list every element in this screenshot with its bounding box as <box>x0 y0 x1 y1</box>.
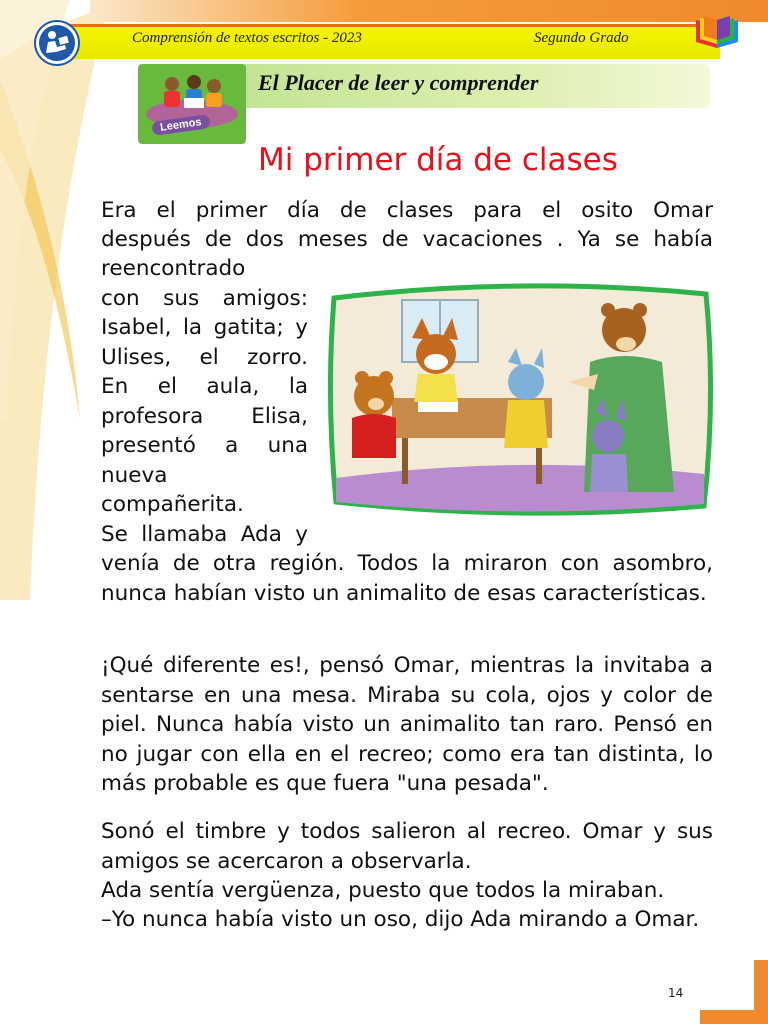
page-corner-decoration <box>700 960 768 1024</box>
reading-person-icon <box>36 22 78 64</box>
continuation-paragraph: venía de otra región. Todos la miraron con asombro, nunca habían visto un animalito de esas características. <box>101 551 713 606</box>
column-line: nueva <box>101 463 168 488</box>
intro-line-2: después de dos meses de vacaciones . Ya se había <box>101 227 713 252</box>
leemos-label: Leemos <box>151 114 210 136</box>
header-grade: Segundo Grado <box>534 30 629 46</box>
story-title: Mi primer día de clases <box>258 142 618 178</box>
classroom-illustration <box>322 278 716 522</box>
header-orange-strip <box>90 0 768 22</box>
column-line: En el aula, la <box>101 374 308 399</box>
column-line: Se llamaba Ada y <box>101 522 308 547</box>
paragraph-3-line-3: –Yo nunca había visto un oso, dijo Ada mirando a Omar. <box>101 907 700 932</box>
intro-line-1: Era el primer día de clases para el osito Omar <box>101 198 713 223</box>
column-line: con sus amigos: <box>101 286 308 311</box>
column-line: Isabel, la gatita; y <box>101 315 308 340</box>
banner-title: El Placer de leer y comprender <box>258 70 539 95</box>
paragraph-2: ¡Qué diferente es!, pensó Omar, mientras la invitaba a sentarse en una mesa. Miraba su cola, ojos y color de piel. Nunca había visto un animalito tan raro. Pensó en no jugar con ella en el recreo; como era tan distinta, lo más probable es que fuera "una pesada". <box>101 653 713 796</box>
column-line: reencontrado <box>101 256 246 281</box>
page-number: 14 <box>668 986 684 1000</box>
column-line: profesora Elisa, <box>101 404 308 429</box>
header-title: Comprensión de textos escritos - 2023 <box>132 30 362 46</box>
column-line: Ulises, el zorro. <box>101 345 308 370</box>
paragraph-3-line-1: Sonó el timbre y todos salieron al recreo. Omar y sus amigos se acercaron a observarla. <box>101 819 713 874</box>
paragraph-3-line-2: Ada sentía vergüenza, puesto que todos la miraban. <box>101 878 665 903</box>
column-line: compañerita. <box>101 492 244 517</box>
column-line: presentó a una <box>101 433 308 458</box>
open-book-icon <box>692 14 742 54</box>
